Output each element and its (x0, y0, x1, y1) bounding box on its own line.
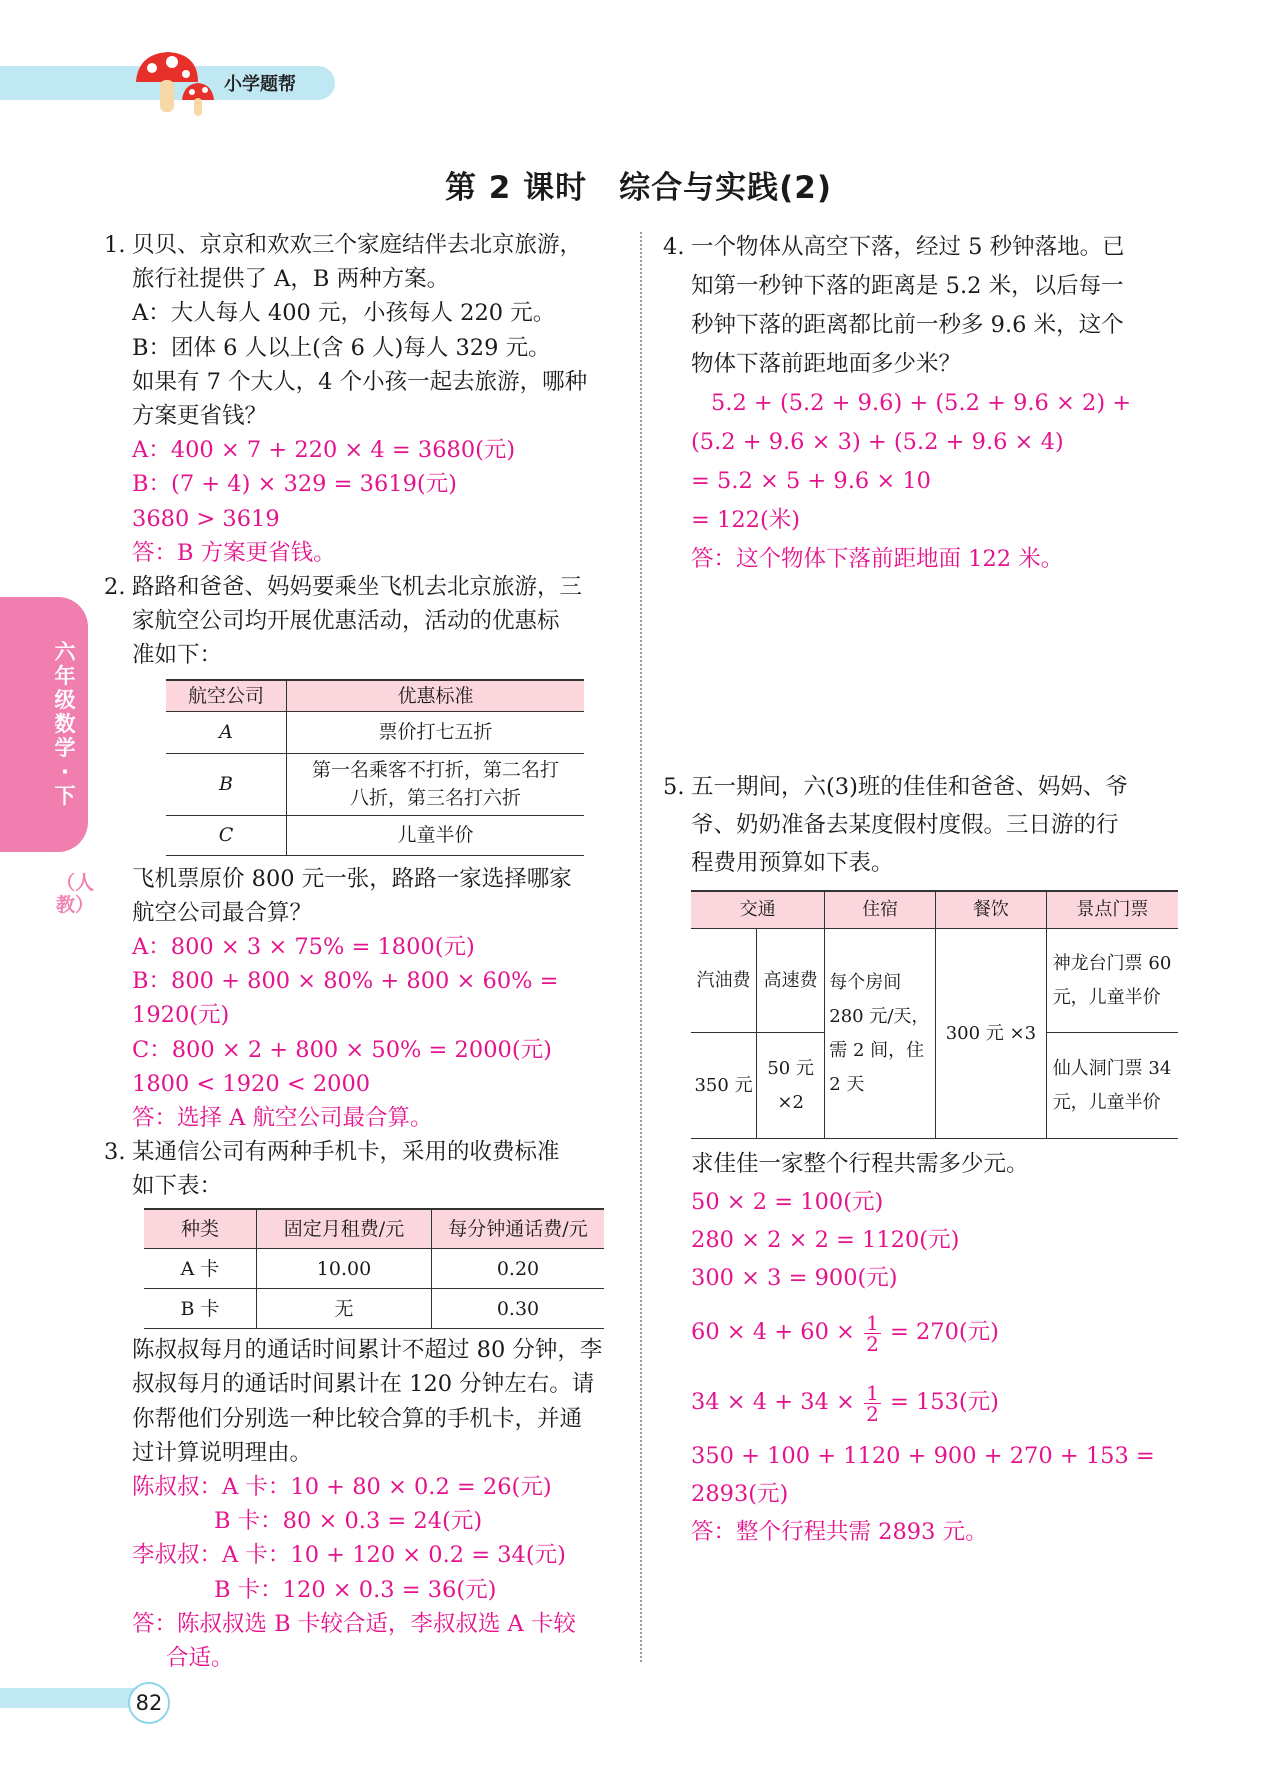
mushroom-logo-icon (128, 48, 218, 118)
question-line: 知第一秒钟下落的距离是 5.2 米，以后每一 (691, 273, 1124, 299)
answer-line: B 卡：120 × 0.3 = 36(元) (214, 1576, 497, 1603)
question-line: A：大人每人 400 元，小孩每人 220 元。 (132, 300, 556, 327)
table-header: 交通 (691, 891, 825, 929)
answer-line: 1800 < 1920 < 2000 (132, 1070, 371, 1097)
question-number: 2. (104, 574, 126, 601)
table-cell: 汽油费 (691, 929, 757, 1033)
answer-line: (5.2 + 9.6 × 3) + (5.2 + 9.6 × 4) (691, 429, 1064, 455)
question-4 (663, 228, 1178, 579)
answer-line: 300 × 3 = 900(元) (691, 1265, 898, 1291)
question-line: 物体下落前距地面多少米？ (691, 351, 962, 377)
question-line: 准如下： (132, 642, 223, 669)
table-header: 固定月租费/元 (257, 1209, 432, 1249)
question-line: 如下表： (132, 1173, 223, 1200)
question-line: 秒钟下落的距离都比前一秒多 9.6 米，这个 (691, 312, 1124, 338)
answer-text: = 153(元) (889, 1389, 999, 1415)
fraction-denominator: 2 (866, 1331, 879, 1356)
answer-line: 合适。 (166, 1645, 234, 1671)
question-2 (104, 570, 624, 1135)
question-line: 程费用预算如下表。 (691, 850, 894, 876)
grade-label: 六年级数学·下 (54, 640, 76, 808)
table-header: 航空公司 (166, 680, 287, 712)
brand-label: 小学题帮 (224, 74, 296, 95)
budget-table (691, 890, 1178, 1139)
table-cell: B 卡 (144, 1289, 257, 1329)
edition-label: （人教） (56, 872, 95, 916)
answer-line: 李叔叔：A 卡：10 + 120 × 0.2 = 34(元) (132, 1542, 566, 1569)
question-number: 4. (663, 234, 685, 260)
answer-line: B 卡：80 × 0.3 = 24(元) (214, 1508, 483, 1535)
fraction-numerator: 1 (866, 1380, 879, 1405)
table-cell: 票价打七五折 (287, 711, 585, 753)
table-cell: 每个房间 280 元/天，需 2 间，住 2 天 (825, 929, 936, 1139)
question-line: B：团体 6 人以上(含 6 人)每人 329 元。 (132, 334, 551, 361)
answer-line (691, 1297, 1206, 1367)
answer-line: 答：整个行程共需 2893 元。 (691, 1519, 988, 1545)
table-cell: 10.00 (257, 1249, 432, 1289)
table-cell: 儿童半价 (287, 815, 585, 855)
answer-line: 50 × 2 = 100(元) (691, 1189, 884, 1215)
table-cell: 0.20 (432, 1249, 605, 1289)
answer-line: B：(7 + 4) × 329 = 3619(元) (132, 471, 457, 498)
question-line: 旅行社提供了 A，B 两种方案。 (132, 266, 450, 293)
question-line: 你帮他们分别选一种比较合算的手机卡，并通 (132, 1405, 583, 1432)
question-line: 陈叔叔每月的通话时间累计不超过 80 分钟，李 (132, 1337, 603, 1364)
question-line: 求佳佳一家整个行程共需多少元。 (691, 1151, 1029, 1177)
question-line: 过计算说明理由。 (132, 1439, 313, 1466)
question-number: 5. (663, 774, 685, 800)
table-cell: B (166, 753, 287, 815)
answer-text: 34 × 4 + 34 × (691, 1389, 855, 1415)
page-title: 第 2 课时 综合与实践(2) (444, 170, 833, 206)
answer-line: B：800 + 800 × 80% + 800 × 60% = 1920(元) (132, 968, 559, 1029)
answer-line: = 5.2 × 5 + 9.6 × 10 (691, 468, 931, 494)
answer-line: 3680 > 3619 (132, 505, 280, 532)
phone-card-table (144, 1208, 604, 1330)
question-5 (663, 768, 1206, 1551)
fraction-half (864, 1310, 881, 1356)
question-number: 1. (104, 232, 126, 258)
answer-line (691, 1367, 1206, 1437)
table-cell: 第一名乘客不打折，第二名打八折，第三名打六折 (287, 753, 585, 815)
question-3 (104, 1135, 624, 1675)
table-header: 住宿 (825, 891, 936, 929)
question-line: 飞机票原价 800 元一张，路路一家选择哪家 (132, 865, 572, 892)
question-line: 航空公司最合算？ (132, 899, 313, 926)
question-line: 路路和爸爸、妈妈要乘坐飞机去北京旅游，三 (132, 574, 583, 601)
table-header: 种类 (144, 1209, 257, 1249)
answer-line: 280 × 2 × 2 = 1120(元) (691, 1227, 960, 1253)
answer-line: A：800 × 3 × 75% = 1800(元) (132, 934, 475, 961)
left-column (104, 228, 624, 1675)
answer-line: 350 + 100 + 1120 + 900 + 270 + 153 = 2893(元) (691, 1443, 1155, 1507)
airline-table (166, 679, 584, 856)
table-cell: 0.30 (432, 1289, 605, 1329)
table-cell: 350 元 (691, 1033, 757, 1139)
answer-line: 答：这个物体下落前距地面 122 米。 (691, 546, 1064, 572)
question-line: 一个物体从高空下落，经过 5 秒钟落地。已 (691, 234, 1125, 260)
question-line: 五一期间，六(3)班的佳佳和爸爸、妈妈、爷 (691, 774, 1128, 800)
answer-line: 答：选择 A 航空公司最合算。 (132, 1105, 433, 1132)
answer-line: = 122(米) (691, 507, 801, 533)
answer-line: 5.2 + (5.2 + 9.6) + (5.2 + 9.6 × 2) + (711, 390, 1132, 416)
table-cell: A (166, 711, 287, 753)
answer-line: 陈叔叔：A 卡：10 + 80 × 0.2 = 26(元) (132, 1473, 552, 1500)
fraction-denominator: 2 (866, 1401, 879, 1426)
table-cell: 无 (257, 1289, 432, 1329)
fraction-numerator: 1 (866, 1310, 879, 1335)
table-cell: 高速费 (757, 929, 825, 1033)
question-line: 某通信公司有两种手机卡，采用的收费标准 (132, 1139, 560, 1166)
table-header: 餐饮 (936, 891, 1047, 929)
question-1 (104, 228, 624, 570)
table-cell: C (166, 815, 287, 855)
table-cell: 仙人洞门票 34 元，儿童半价 (1046, 1033, 1178, 1139)
question-line: 贝贝、京京和欢欢三个家庭结伴去北京旅游， (132, 232, 583, 258)
question-line: 爷、奶奶准备去某度假村度假。三日游的行 (691, 812, 1119, 838)
answer-line: 答：B 方案更省钱。 (132, 539, 336, 566)
question-line: 如果有 7 个大人，4 个小孩一起去旅游，哪种 (132, 368, 588, 395)
question-line: 方案更省钱？ (132, 403, 268, 430)
answer-text: 60 × 4 + 60 × (691, 1319, 855, 1345)
table-cell: 50 元 ×2 (757, 1033, 825, 1139)
fraction-half (864, 1380, 881, 1426)
table-cell: 神龙台门票 60 元，儿童半价 (1046, 929, 1178, 1033)
table-header: 景点门票 (1046, 891, 1178, 929)
answer-text: = 270(元) (889, 1319, 999, 1345)
question-line: 家航空公司均开展优惠活动，活动的优惠标 (132, 608, 560, 635)
answer-line: A：400 × 7 + 220 × 4 = 3680(元) (132, 437, 516, 464)
table-cell: 300 元 ×3 (936, 929, 1047, 1139)
question-number: 3. (104, 1139, 126, 1166)
right-column (663, 228, 1178, 1545)
table-header: 优惠标准 (287, 680, 585, 712)
answer-line: 答：陈叔叔选 B 卡较合适，李叔叔选 A 卡较 (132, 1610, 576, 1637)
question-line: 叔叔每月的通话时间累计在 120 分钟左右。请 (132, 1371, 595, 1398)
column-divider (640, 232, 642, 1662)
answer-line: C：800 × 2 + 800 × 50% = 2000(元) (132, 1036, 552, 1063)
table-cell: A 卡 (144, 1249, 257, 1289)
page-number: 82 (128, 1682, 170, 1724)
table-header: 每分钟通话费/元 (432, 1209, 605, 1249)
